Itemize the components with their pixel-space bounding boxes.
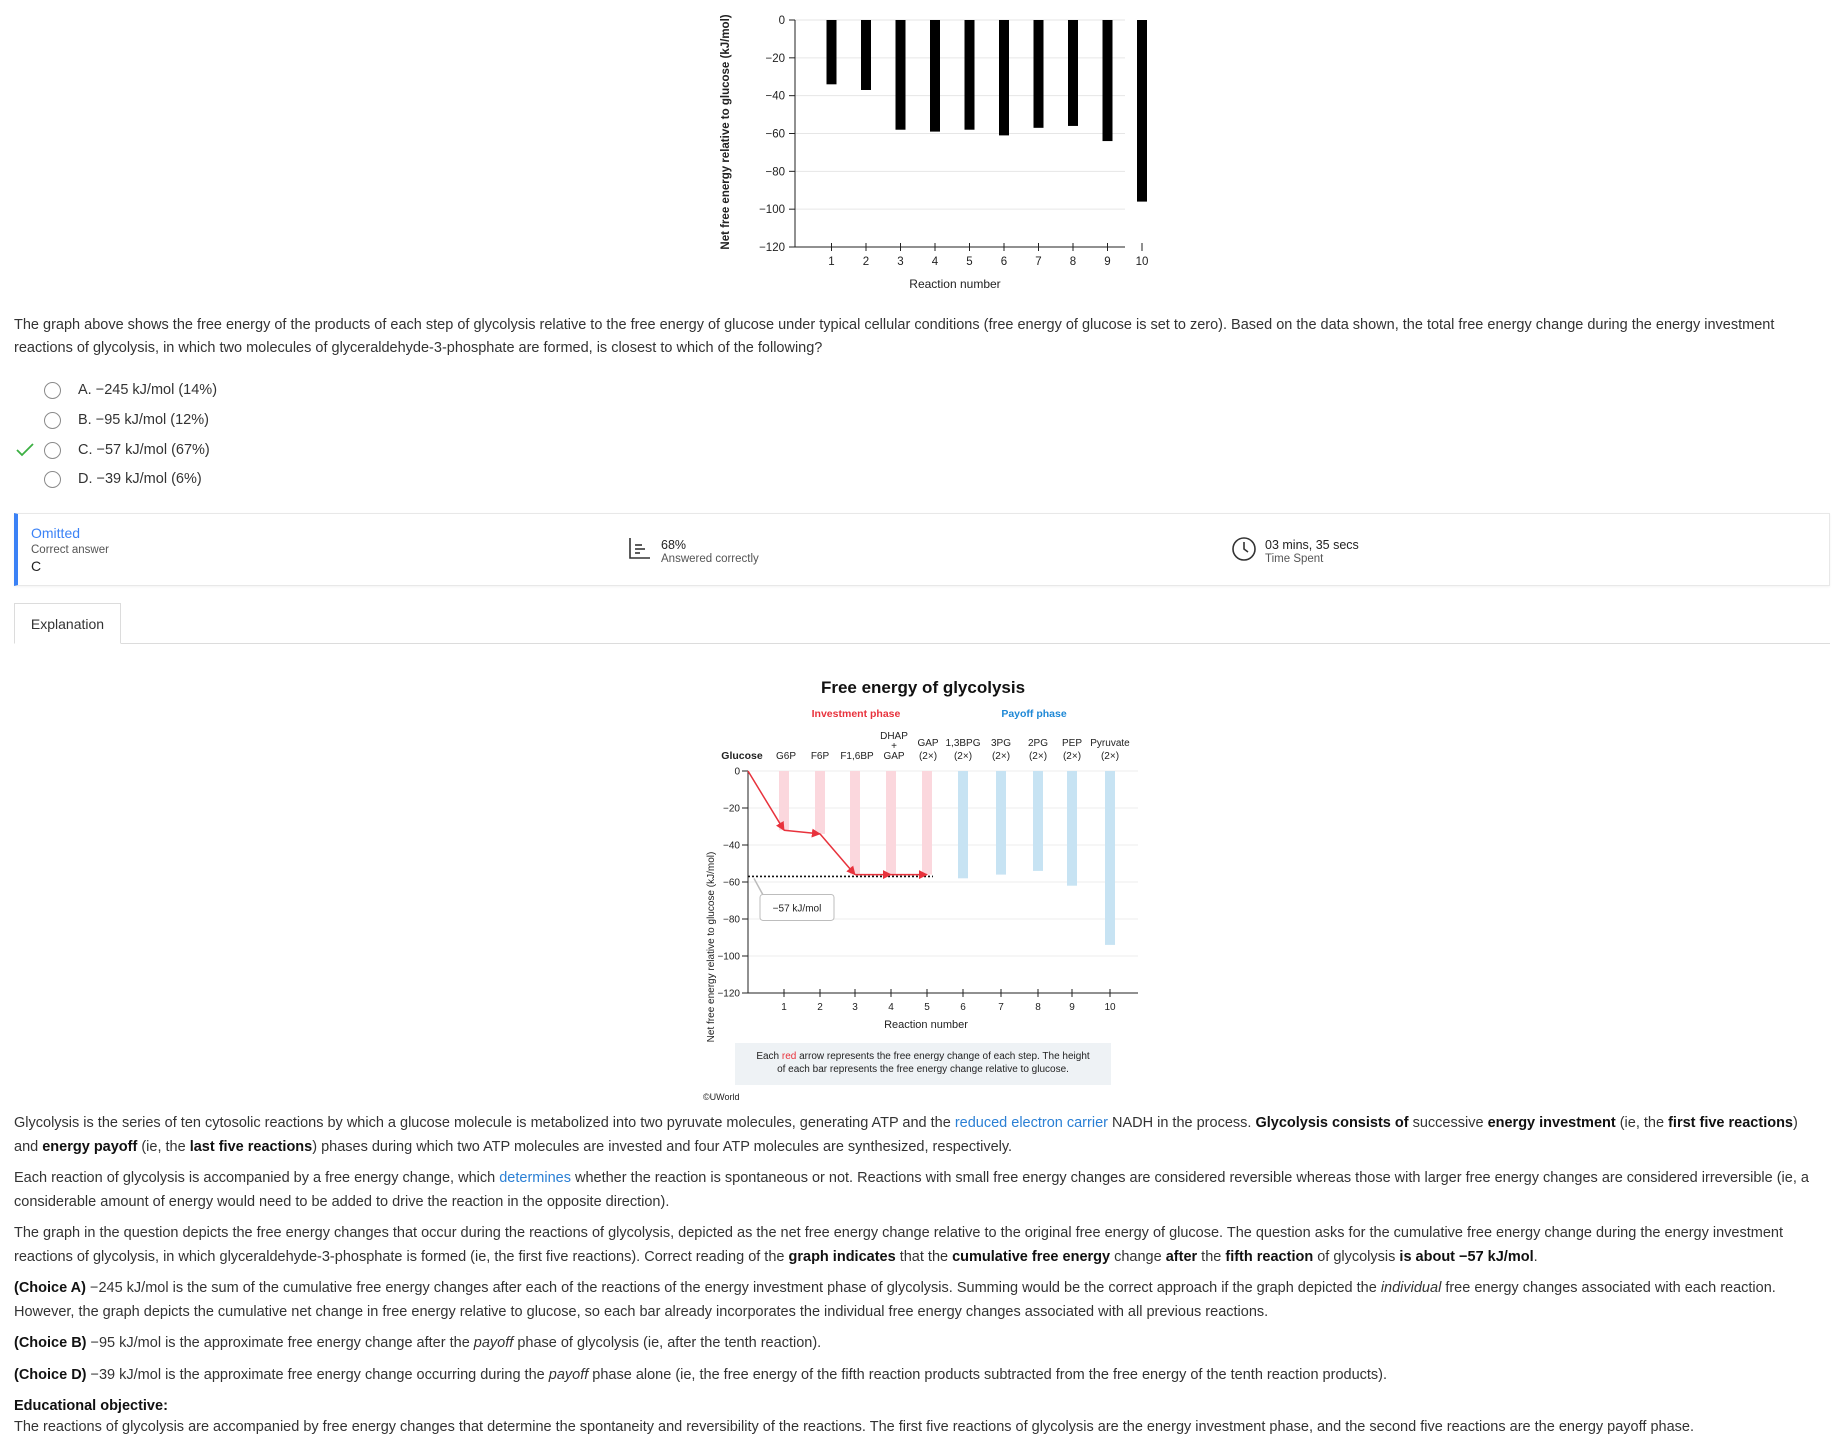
choice-a[interactable] — [14, 378, 414, 402]
x-tick-label: 1 — [828, 256, 835, 268]
metabolite-f6p: F6P — [810, 751, 830, 762]
explanation-choice-b: (Choice B) −95 kJ/mol is the approximate free energy change after the payoff phase of glycolysis (ie, after the tenth reaction). — [14, 1335, 822, 1351]
metabolite-pyruvate-count: (2×) — [1100, 751, 1120, 762]
x-tick-label: 7 — [1035, 256, 1042, 268]
bar-reaction-7 — [1034, 20, 1044, 128]
educational-objective-title: Educational objective: — [14, 1398, 168, 1414]
y-tick-label: −20 — [765, 52, 785, 65]
clock-icon — [1231, 536, 1257, 565]
bar-reaction-4 — [886, 771, 896, 875]
bar-reaction-5 — [965, 20, 975, 130]
x-tick-label: 5 — [924, 1002, 930, 1013]
bar-reaction-6 — [999, 20, 1009, 135]
investment-phase-label: Investment phase — [811, 708, 901, 720]
bar-reaction-3 — [850, 771, 860, 875]
x-tick-label: 9 — [1069, 1002, 1075, 1013]
x-tick-label: 3 — [897, 256, 904, 268]
metabolite-glucose: Glucose — [721, 750, 763, 762]
question-bar-chart — [710, 0, 1149, 300]
educational-objective-text: The reactions of glycolysis are accompanied by free energy changes that determine the spontaneity and reversibility of the reactions. The first five reactions of glycolysis are the energy investment phase, and the second five reactions are the energy payoff phase. — [14, 1419, 1694, 1435]
metabolite-g6p: G6P — [775, 751, 797, 762]
step-arrow-2 — [784, 830, 820, 834]
link-determines[interactable]: determines — [499, 1170, 571, 1186]
metabolite-13bpg: 1,3BPG — [945, 738, 981, 749]
caption-line-1: Each red arrow represents the free energy change of each step. The height — [756, 1051, 1090, 1062]
x-axis-label: Reaction number — [909, 277, 1001, 291]
bar-reaction-6 — [958, 771, 968, 878]
bar-reaction-9 — [1103, 20, 1113, 141]
metabolite-f16bp: F1,6BP — [840, 751, 874, 762]
x-tick-label: 10 — [1104, 1002, 1116, 1013]
x-axis-label: Reaction number — [884, 1019, 968, 1031]
choice-c-radio[interactable] — [44, 442, 61, 459]
metabolite-pep: PEP — [1061, 738, 1083, 749]
explanation-choice-d: (Choice D) −39 kJ/mol is the approximate free energy change occurring during the payoff phase alone (ie, the free energy of the fifth reaction products subtracted from the free energy of the tenth reaction products). — [14, 1367, 1388, 1383]
explanation-paragraph-1: Glycolysis is the series of ten cytosolic reactions by which a glucose molecule is metabolized into two pyruvate molecules, generating ATP and the reduced electron carrier NADH in the process. Glycolysis consists of successive energy investment (ie, the first five reactions) and energy payoff (ie, the last five reactions) phases during which two ATP molecules are invested and four ATP molecules are synthesized, respectively. — [14, 1115, 1798, 1155]
bar-reaction-2 — [861, 20, 871, 90]
step-arrow-3 — [820, 834, 855, 875]
y-tick-label: −80 — [765, 166, 785, 179]
metabolite-2pg: 2PG — [1027, 738, 1049, 749]
choice-c-label: C. −57 kJ/mol (67%) — [78, 442, 210, 458]
bar-reaction-3 — [896, 20, 906, 130]
y-tick-label: −120 — [759, 242, 785, 254]
step-arrow-1 — [748, 771, 784, 830]
explanation-choice-a: (Choice A) −245 kJ/mol is the sum of the cumulative free energy changes after each of the reactions of the energy investment phase of glycolysis. Summing would be the correct approach if the graph depicted the individual free energy changes associated with each reaction. However, the graph depicts the cumulative net change in free energy relative to glucose, so each bar already incorporates the individual free energy changes associated with all previous reactions. — [14, 1280, 1776, 1320]
time-spent-value: 03 mins, 35 secs — [1265, 538, 1359, 552]
correct-answer-label: Correct answer — [31, 544, 109, 556]
link-reduced-electron-carrier[interactable]: reduced electron carrier — [954, 1115, 1108, 1131]
question-stem: The graph above shows the free energy of the products of each step of glycolysis relative to the free energy of glucose under typical cellular conditions (free energy of glucose is set to zero). Based on the data shown, the total free energy change during the energy investment reactions of glycolysis, in which two molecules of glyceraldehyde-3-phosphate are formed, is closest to which of the following? — [14, 317, 1775, 356]
bar-reaction-1 — [827, 20, 837, 84]
y-tick-label: −60 — [765, 128, 785, 141]
choice-d-radio[interactable] — [44, 471, 61, 488]
metabolite-2pg-count: (2×) — [1028, 751, 1048, 762]
bar-reaction-4 — [930, 20, 940, 132]
explanation-tab-bar — [14, 603, 1830, 644]
callout-value: −57 kJ/mol — [772, 903, 822, 915]
y-tick-label: −40 — [723, 840, 740, 852]
answer-stats-bar — [14, 513, 1830, 586]
choice-b[interactable] — [14, 408, 414, 432]
caption-line-2: of each bar represents the free energy change relative to glucose. — [777, 1064, 1069, 1075]
bar-reaction-1 — [779, 771, 789, 830]
x-tick-label: 10 — [1135, 256, 1149, 268]
bar-reaction-7 — [996, 771, 1006, 875]
y-tick-label: −40 — [765, 90, 785, 103]
metabolite-dhap: DHAP — [880, 731, 908, 742]
metabolite-pyruvate: Pyruvate — [1090, 738, 1130, 749]
metabolite-3pg: 3PG — [990, 738, 1012, 749]
time-spent-label: Time Spent — [1265, 553, 1324, 565]
x-tick-label: 9 — [1104, 256, 1111, 268]
x-tick-label: 8 — [1069, 256, 1077, 268]
bar-reaction-9 — [1067, 771, 1077, 886]
x-tick-label: 8 — [1035, 1002, 1041, 1013]
y-tick-label: 0 — [778, 15, 785, 27]
x-tick-label: 4 — [931, 256, 939, 268]
tab-explanation[interactable]: Explanation — [14, 603, 121, 644]
x-tick-label: 7 — [998, 1002, 1004, 1013]
x-tick-label: 3 — [852, 1002, 858, 1013]
x-tick-label: 4 — [888, 1002, 894, 1013]
percent-chart-icon — [628, 536, 652, 563]
choice-b-label: B. −95 kJ/mol (12%) — [78, 412, 209, 428]
y-tick-label: −80 — [723, 914, 740, 926]
y-tick-label: −120 — [717, 988, 740, 1000]
y-tick-label: −20 — [723, 803, 740, 815]
choice-d[interactable] — [14, 467, 414, 491]
metabolite-3pg-count: (2×) — [991, 751, 1011, 762]
x-tick-label: 5 — [966, 256, 973, 268]
explanation-paragraph-2: Each reaction of glycolysis is accompanied by a free energy change, which determines whether the reaction is spontaneous or not. Reactions with small free energy changes are considered reversible whereas those with larger free energy changes are considered irreversible (ie, a considerable amount of energy would need to be added to drive the reaction in the opposite direction). — [14, 1170, 1809, 1210]
choice-d-label: D. −39 kJ/mol (6%) — [78, 471, 202, 487]
explanation-paragraph-3: The graph in the question depicts the free energy changes that occur during the reactions of glycolysis, depicted as the net free energy change relative to the original free energy of glucose. The question asks for the cumulative free energy change during the energy investment reactions of glycolysis, in which glyceraldehyde-3-phosphate is formed (ie, the first five reactions). Correct reading of the graph indicates that the cumulative free energy change after the fifth reaction of glycolysis is about −57 kJ/mol. — [14, 1225, 1783, 1265]
choice-a-radio[interactable] — [44, 382, 61, 399]
x-tick-label: 2 — [862, 256, 870, 268]
correct-check-icon — [14, 439, 36, 461]
status-omitted: Omitted — [31, 525, 81, 541]
percent-correct-value: 68% — [661, 538, 687, 552]
x-tick-label: 2 — [817, 1002, 823, 1013]
bar-reaction-10 — [1137, 20, 1147, 202]
x-tick-label: 1 — [781, 1002, 787, 1013]
metabolite-13bpg-count: (2×) — [953, 751, 973, 762]
x-tick-label: 6 — [960, 1002, 966, 1013]
bar-reaction-8 — [1068, 20, 1078, 126]
metabolite-gap-2x: GAP — [917, 738, 939, 749]
y-tick-label: 0 — [734, 766, 740, 778]
metabolite-gap-2x-count: (2×) — [918, 751, 938, 762]
y-tick-label: −100 — [717, 951, 740, 963]
correct-answer-value: C — [31, 558, 42, 574]
chart-title: Free energy of glycolysis — [820, 678, 1026, 697]
y-axis-label: Net free energy relative to glucose (kJ/mol) — [720, 14, 732, 250]
copyright: ©UWorld — [703, 1092, 740, 1102]
y-tick-label: −100 — [759, 204, 785, 217]
bar-reaction-2 — [815, 771, 825, 834]
percent-correct-label: Answered correctly — [661, 553, 759, 565]
y-axis-label: Net free energy relative to glucose (kJ/mol) — [706, 851, 717, 1043]
choice-c[interactable] — [14, 438, 414, 462]
y-tick-label: −60 — [723, 877, 740, 889]
x-tick-label: 6 — [1000, 256, 1008, 268]
metabolite-gap: GAP — [883, 751, 905, 762]
bar-reaction-8 — [1033, 771, 1043, 871]
metabolite-pep-count: (2×) — [1062, 751, 1082, 762]
metabolite-plus: + — [891, 741, 897, 752]
explanation-chart — [698, 665, 1158, 1105]
choice-b-radio[interactable] — [44, 412, 61, 429]
bar-reaction-10 — [1105, 771, 1115, 945]
choice-a-label: A. −245 kJ/mol (14%) — [78, 382, 218, 398]
bar-reaction-5 — [922, 771, 932, 875]
payoff-phase-label: Payoff phase — [1001, 708, 1067, 720]
